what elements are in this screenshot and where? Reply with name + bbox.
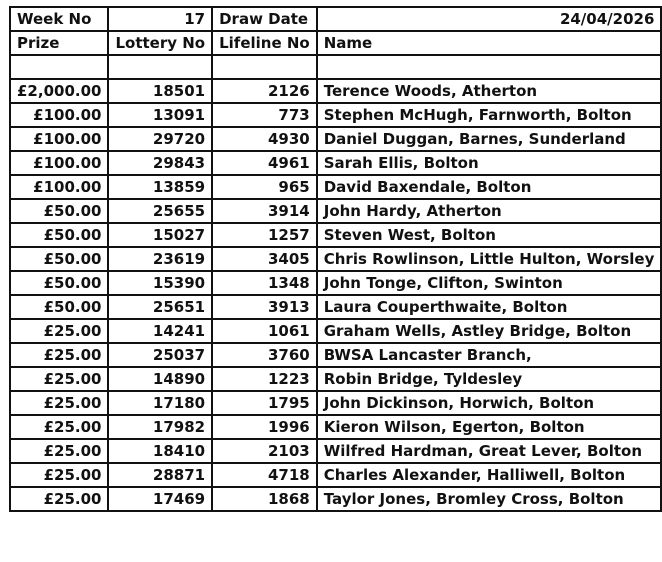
table-row [10,247,661,271]
blank-cell [317,55,662,79]
prize-cell: £25.00 [10,415,108,439]
prize-cell: £100.00 [10,175,108,199]
lifeline-no-cell: 3405 [212,247,317,271]
lifeline-no-cell: 2103 [212,439,317,463]
prize-cell: £25.00 [10,319,108,343]
lifeline-no-cell: 4718 [212,463,317,487]
lifeline-no-cell: 773 [212,103,317,127]
prize-cell: £25.00 [10,343,108,367]
lottery-no-cell: 18410 [108,439,212,463]
lifeline-no-cell: 1223 [212,367,317,391]
table-row [10,103,661,127]
lifeline-no-cell: 1868 [212,487,317,511]
table-row [10,367,661,391]
name-cell: John Tonge, Clifton, Swinton [317,271,662,295]
name-cell: Terence Woods, Atherton [317,79,662,103]
table-row [10,223,661,247]
column-header-prize: Prize [10,31,108,55]
name-cell: Graham Wells, Astley Bridge, Bolton [317,319,662,343]
lottery-no-cell: 17982 [108,415,212,439]
lifeline-no-cell: 3913 [212,295,317,319]
table-row [10,439,661,463]
lottery-no-cell: 17180 [108,391,212,415]
prize-cell: £50.00 [10,271,108,295]
lifeline-no-cell: 4961 [212,151,317,175]
prize-cell: £50.00 [10,199,108,223]
name-cell: Charles Alexander, Halliwell, Bolton [317,463,662,487]
lottery-no-cell: 18501 [108,79,212,103]
lottery-no-cell: 15390 [108,271,212,295]
lottery-no-cell: 15027 [108,223,212,247]
lottery-no-cell: 17469 [108,487,212,511]
lifeline-no-cell: 4930 [212,127,317,151]
prize-cell: £25.00 [10,487,108,511]
prize-cell: £100.00 [10,127,108,151]
prize-cell: £25.00 [10,367,108,391]
lottery-no-cell: 14890 [108,367,212,391]
lifeline-no-cell: 2126 [212,79,317,103]
column-header-row [10,31,661,55]
lottery-results-table [9,6,662,512]
table-row [10,343,661,367]
lifeline-no-cell: 1061 [212,319,317,343]
table-row [10,391,661,415]
lottery-no-cell: 29843 [108,151,212,175]
name-cell: Stephen McHugh, Farnworth, Bolton [317,103,662,127]
lottery-no-cell: 25651 [108,295,212,319]
prize-cell: £25.00 [10,463,108,487]
table-row [10,199,661,223]
name-cell: Steven West, Bolton [317,223,662,247]
lottery-no-cell: 23619 [108,247,212,271]
column-header-lifeline-no: Lifeline No [212,31,317,55]
lottery-no-cell: 29720 [108,127,212,151]
prize-cell: £50.00 [10,247,108,271]
name-cell: Sarah Ellis, Bolton [317,151,662,175]
lifeline-no-cell: 3760 [212,343,317,367]
lottery-no-cell: 25655 [108,199,212,223]
name-cell: Kieron Wilson, Egerton, Bolton [317,415,662,439]
table-body [10,7,661,511]
prize-cell: £50.00 [10,223,108,247]
prize-cell: £2,000.00 [10,79,108,103]
name-cell: Robin Bridge, Tyldesley [317,367,662,391]
draw-date-label: Draw Date [212,7,317,31]
lottery-no-cell: 13859 [108,175,212,199]
name-cell: Chris Rowlinson, Little Hulton, Worsley [317,247,662,271]
column-header-name: Name [317,31,662,55]
lifeline-no-cell: 1795 [212,391,317,415]
table-row [10,151,661,175]
name-cell: Laura Couperthwaite, Bolton [317,295,662,319]
prize-cell: £50.00 [10,295,108,319]
table-row [10,415,661,439]
table-row [10,487,661,511]
table-row [10,463,661,487]
name-cell: Wilfred Hardman, Great Lever, Bolton [317,439,662,463]
blank-cell [10,55,108,79]
header-row [10,7,661,31]
table-row [10,295,661,319]
name-cell: BWSA Lancaster Branch, [317,343,662,367]
lifeline-no-cell: 1348 [212,271,317,295]
blank-cell [212,55,317,79]
table-row [10,175,661,199]
lottery-no-cell: 13091 [108,103,212,127]
prize-cell: £25.00 [10,391,108,415]
lottery-no-cell: 28871 [108,463,212,487]
column-header-lottery-no: Lottery No [108,31,212,55]
prize-cell: £100.00 [10,151,108,175]
week-no-label: Week No [10,7,108,31]
name-cell: David Baxendale, Bolton [317,175,662,199]
prize-cell: £100.00 [10,103,108,127]
lifeline-no-cell: 1996 [212,415,317,439]
table-row [10,127,661,151]
lottery-no-cell: 14241 [108,319,212,343]
name-cell: Taylor Jones, Bromley Cross, Bolton [317,487,662,511]
blank-cell [108,55,212,79]
prize-cell: £25.00 [10,439,108,463]
name-cell: Daniel Duggan, Barnes, Sunderland [317,127,662,151]
lifeline-no-cell: 3914 [212,199,317,223]
name-cell: John Dickinson, Horwich, Bolton [317,391,662,415]
lifeline-no-cell: 965 [212,175,317,199]
table-row [10,319,661,343]
week-no-value: 17 [108,7,212,31]
blank-row [10,55,661,79]
lifeline-no-cell: 1257 [212,223,317,247]
name-cell: John Hardy, Atherton [317,199,662,223]
lottery-no-cell: 25037 [108,343,212,367]
table-row [10,79,661,103]
table-row [10,271,661,295]
draw-date-value: 24/04/2026 [317,7,662,31]
